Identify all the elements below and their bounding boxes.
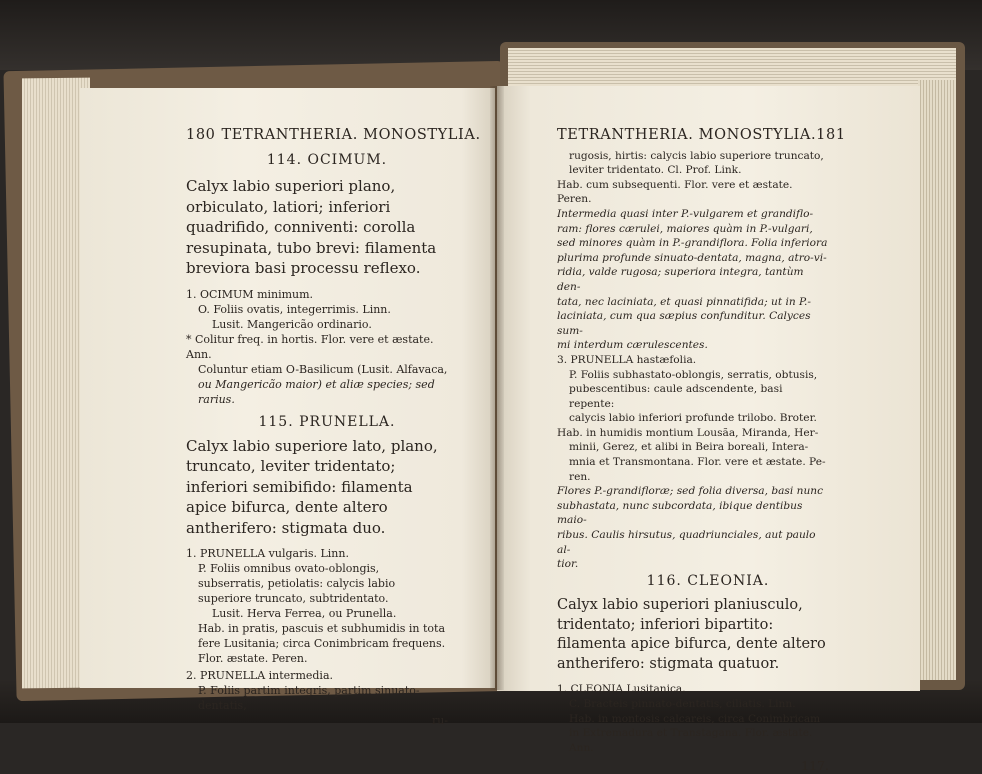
species-line: P. Foliis subhastato-oblongis, serratis, obtusis, [569,368,818,381]
species-line: mnia et Transmontana. Flor. vere et æstate. Pe- [569,456,826,469]
text-line: rugosis, hirtis: calycis labio superiore truncato, [569,149,824,162]
species-title-ocimum-minimum: 1. OCIMUM minimum. [186,287,314,301]
species-title-prunella-hastaefolia: 3. PRUNELLA hastæfolia. [557,353,697,366]
left-page-number: 180 [186,127,216,143]
text-line: laciniata, cum qua sæpius confunditur. Calyces sum- [557,310,811,337]
genus-title-cleonia: 116. CLEONIA. [646,572,770,589]
left-page-text [186,127,481,728]
text-line: Intermedia quasi inter P.-vulgarem et grandiflo- [557,207,814,220]
species-line: tior. [557,558,579,571]
species-line: pubescentibus: caule adscendente, basi repente: [569,383,783,410]
right-running-head-title: TETRANTHERIA. MONOSTYLIA. [557,127,817,143]
species-line: minii, Gerez, et alibi in Beira boreali, Intera- [569,441,809,454]
right-running-head [557,127,846,143]
species-line: ren. [569,470,591,483]
species-line: O. Foliis ovatis, integerrimis. Linn. [198,302,391,316]
species-line: calycis labio inferiori profunde trilobo. Broter. [569,412,817,425]
species-line: Lusit. Mangericão ordinario. [212,317,372,331]
text-line: sed minores quàm in P.-grandiflora. Folia inferiora [557,237,828,250]
genus-description-prunella: Calyx labio superiore lato, plano, truncato, leviter tridentato; inferiori semibifido: filamenta apice bifurca, dente altero antherifero: stigmata duo. [186,436,438,537]
text-line: ridia, valde rugosa; superiora integra, tantùm den- [557,266,804,293]
genus-title-ocimum: 114. OCIMUM. [266,152,388,168]
text-line: mi interdum cærulescentes. [557,339,708,352]
species-line: C. Bracteis pinnato-dentatis, ciliatis. Linn. [569,698,796,710]
species-title-prunella-intermedia: 2. PRUNELLA intermedia. [186,669,333,682]
text-line: plurima profunde sinuato-dentata, magna, atro-vi- [557,251,827,264]
species-line: Hab. in pratis, pascuis et subhumidis in tota fere Lusitania; circa Conimbricam frequens. Flor. æstate. Peren. [198,622,446,665]
species-line: ou Mangericão maior) et aliæ species; sed rarius. [198,377,435,406]
left-running-head-title: TETRANTHERIA. MONOSTYLIA. [221,127,481,143]
left-running-head [186,127,481,143]
text-line: leviter tridentato. Cl. Prof. Link. [569,164,742,177]
catchword: ru- [431,714,448,727]
text-line: Hab. cum subsequenti. Flor. vere et æstate. Peren. [557,178,793,206]
page-edges-top [508,48,956,88]
species-line: Flores P.-grandifloræ; sed folia diversa, basi nunc [557,485,824,498]
species-line: * Colitur freq. in hortis. Flor. vere et æstate. Ann. [186,332,434,361]
species-line: Coluntur etiam O-Basilicum (Lusit. Alfavaca, [198,362,448,376]
species-line: Hab. in montosis calcareis, circa Conimbricam [569,712,821,725]
species-line: subhastata, nunc subcordata, ibique dentibus maio- [557,499,803,527]
genus-description-ocimum: Calyx labio superiori plano, orbiculato, latiori; inferiori quadrifido, conniventi: corolla resupinata, tubo brevi: filamenta breviora basi processu reflexo. [186,177,437,277]
genus-description-cleonia: Calyx labio superiori planiusculo, tridentato; inferiori bipartito: filamenta apice bifurca, dente altero antherifero: stigmata quatuor. [557,597,826,672]
species-line: P. Foliis omnibus ovato-oblongis, subserratis, petiolatis: calycis labio superiore truncato, subtridentato. [198,562,396,605]
species-line: ribus. Caulis hirsutus, quadriunciales, aut paulo al- [557,529,816,556]
species-title-prunella-vulgaris: 1. PRUNELLA vulgaris. Linn. [186,547,349,560]
text-line: ram: flores cærulei, maiores quàm in P.-vulgari, [557,222,813,235]
species-title-cleonia-lusitanica: 1. CLEONIA Lusitanica. [557,683,686,696]
right-page-text [557,127,846,774]
right-page-number: 181 [816,127,846,143]
species-line: Lusit. Herva Ferrea, ou Prunella. [212,607,397,620]
species-line: Hab. in humidis montium Lousãa, Miranda, Her- [557,426,819,439]
text-line: tata, nec laciniata, et quasi pinnatifida; ut in P.- [557,295,811,308]
signature-mark: 117. [801,758,829,774]
book-gutter [490,86,504,690]
genus-title-prunella: 115. PRUNELLA. [258,413,396,430]
species-line: in Extremadura et Transtagana. Flor. æstate. Ann. [569,727,813,754]
page-edges-right [918,80,956,680]
species-line: P. Foliis partim integris, partim sinuato-dentatis, [198,684,420,712]
